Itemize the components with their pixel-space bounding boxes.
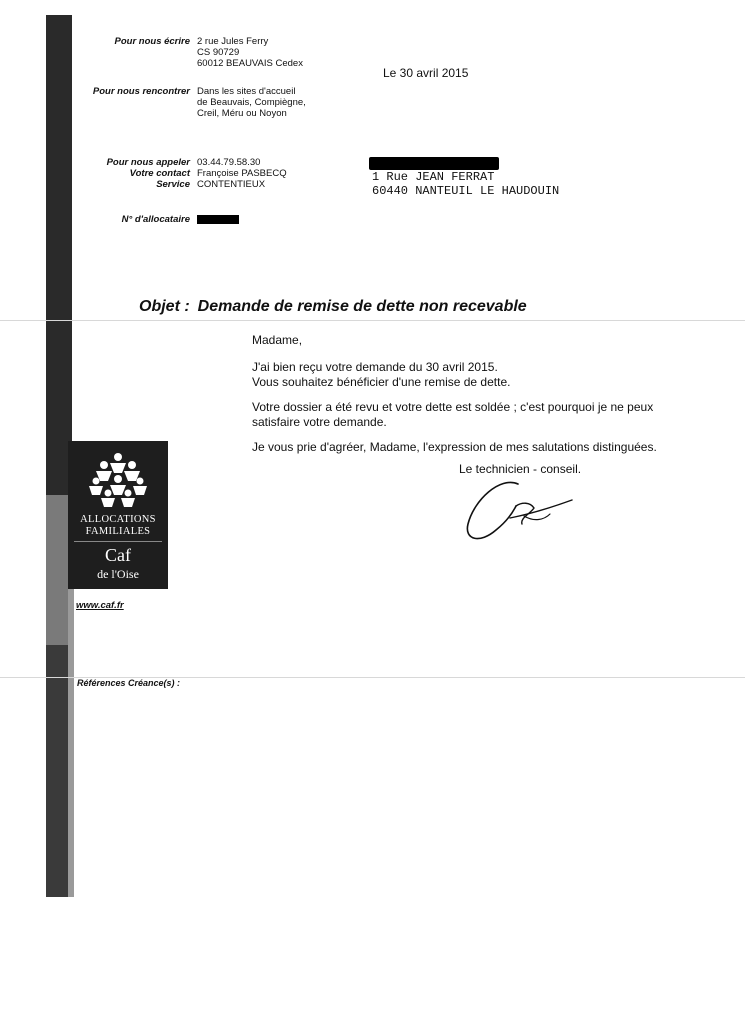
paragraph-2 [252,400,653,429]
write-line: CS 90729 [197,47,240,58]
salutation: Madame, [252,333,303,347]
allocataire-label: N° d'allocataire [121,214,190,225]
references-label: Références Créance(s) : [77,678,181,688]
handwritten-signature [460,478,580,548]
caf-logo [68,441,168,589]
closing-line: Je vous prie d'agréer, Madame, l'expression de mes salutations distinguées. [252,440,657,454]
letter-subject [139,298,527,316]
signatory-title: Le technicien - conseil. [459,462,582,476]
logo-text: FAMILIALES [85,526,151,537]
service-value: CONTENTIEUX [197,179,266,190]
write-line: 60012 BEAUVAIS Cedex [197,58,303,69]
write-address [197,36,303,69]
subject-text: Demande de remise de dette non recevable [197,298,527,315]
call-value: 03.44.79.58.30 [197,157,261,168]
logo-divider [74,541,162,542]
meet-line: de Beauvais, Compiègne, [197,97,306,108]
website-link[interactable]: www.caf.fr [76,600,124,611]
meet-label: Pour nous rencontrer [92,86,190,97]
fold-line [0,320,745,321]
paragraph-line: Votre dossier a été revu et votre dette est soldée ; c'est pourquoi je ne peux [252,400,654,414]
letter-date: Le 30 avril 2015 [383,66,469,80]
paragraph-line: Vous souhaitez bénéficier d'une remise de dette. [252,374,511,389]
paragraph-line: J'ai bien reçu votre demande du 30 avril 2015. [252,360,498,374]
logo-caf: Caf [105,545,131,565]
call-label: Pour nous appeler [106,157,190,168]
meet-info [197,86,306,119]
paragraph-line: satisfaire votre demande. [252,414,387,429]
redaction-bar [197,215,239,224]
write-line: 2 rue Jules Ferry [197,36,269,47]
family-figures-icon [88,451,148,511]
meet-line: Dans les sites d'accueil [197,86,296,97]
meet-line: Creil, Méru ou Noyon [197,108,287,119]
logo-region: de l'Oise [97,567,139,581]
recipient-city: 60440 NANTEUIL LE HAUDOUIN [372,184,560,198]
recipient-street: 1 Rue JEAN FERRAT [372,170,495,184]
contact-value: Françoise PASBECQ [197,168,287,179]
redaction-bar [369,157,499,170]
service-label: Service [156,179,190,190]
subject-prefix: Objet : [139,298,190,315]
logo-text: ALLOCATIONS [80,514,156,525]
contact-label: Votre contact [129,168,190,179]
paragraph-1 [252,360,510,389]
write-label: Pour nous écrire [114,36,190,47]
recipient-address [372,170,559,198]
